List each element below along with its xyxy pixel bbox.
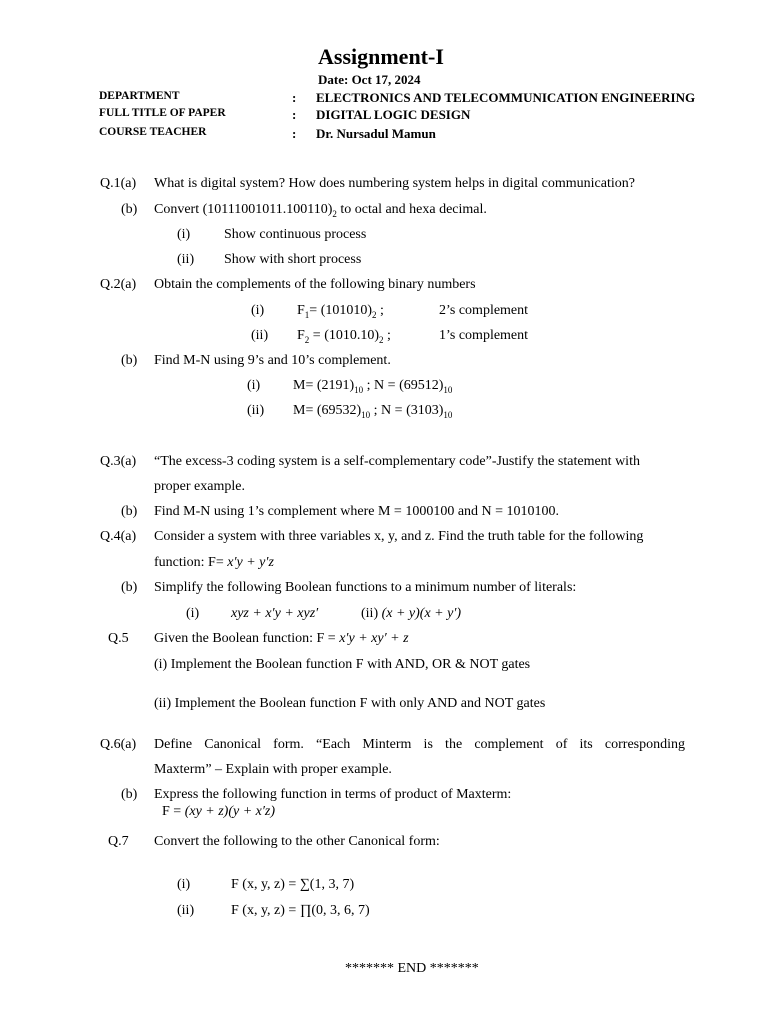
complement-type: 1’s complement — [439, 328, 529, 343]
boolean-expression: xyz + x′y + xyz′ — [231, 606, 319, 621]
sub-item-text: F (x, y, z) = ∑(1, 3, 7) — [231, 877, 355, 892]
sub-item-label: (i) — [177, 877, 191, 892]
question-text: Obtain the complements of the following binary numbers — [154, 277, 476, 292]
question-number: Q.7 — [108, 834, 129, 849]
question-text: Express the following function in terms of product of Maxterm: — [154, 787, 512, 802]
question-text: Find M-N using 1’s complement where M = 1000100 and N = 1010100. — [154, 504, 560, 519]
question-number: Q.4(a) — [100, 529, 137, 544]
question-text: Given the Boolean function: F = x′y + xy′ + z — [154, 631, 409, 646]
question-text: F = (xy + z)(y + x′z) — [162, 804, 276, 819]
sub-item-label: (i) — [251, 303, 265, 318]
sub-item-text: F (x, y, z) = ∏(0, 3, 6, 7) — [231, 903, 370, 918]
sub-item-text: (ii) (x + y)(x + y′) — [361, 606, 462, 621]
question-text: proper example. — [154, 479, 245, 494]
question-part-label: (b) — [121, 353, 138, 368]
sub-item-label: (ii) — [251, 328, 269, 343]
page-title: Assignment-I — [318, 44, 444, 69]
question-text: function: F= x′y + y′z — [154, 555, 274, 570]
sub-item-text: $M= (69532)_{10}$ ; $N = (3103)_{10}$ — [293, 403, 453, 420]
question-number: Q.5 — [108, 631, 129, 646]
sub-item-text: $M= (2191)_{10}$ ; $N = (69512)_{10}$ — [293, 378, 453, 395]
sub-item-label: (ii) — [177, 252, 195, 267]
header-colon: : — [292, 90, 297, 105]
question-text: What is digital system? How does numbering system helps in digital communication? — [154, 176, 635, 191]
header-label-teacher: COURSE TEACHER — [99, 126, 207, 138]
header-value-department: ELECTRONICS AND TELECOMMUNICATION ENGINEERING — [316, 90, 696, 105]
assignment-date: Date: Oct 17, 2024 — [318, 72, 421, 87]
question-text: Maxterm” – Explain with proper example. — [154, 762, 392, 777]
question-text: Consider a system with three variables x, y, and z. Find the truth table for the following — [154, 529, 644, 544]
question-text: Simplify the following Boolean functions to a minimum number of literals: — [154, 580, 577, 595]
boolean-expression: (x + y)(x + y′) — [381, 606, 462, 621]
question-part-label: (b) — [121, 504, 138, 519]
sub-item-text: Show continuous process — [224, 227, 367, 242]
question-part-label: (b) — [121, 202, 138, 217]
question-text: (i) Implement the Boolean function F with AND, OR & NOT gates — [154, 657, 531, 672]
question-text: Convert the following to the other Canonical form: — [154, 834, 440, 849]
complement-type: 2’s complement — [439, 303, 529, 318]
sub-item-label: (ii) — [177, 903, 195, 918]
header-colon: : — [292, 107, 297, 122]
boolean-expression: x′y + xy′ + z — [339, 631, 409, 646]
question-text: Convert $(10111001011.100110)_2$ to octal and hexa decimal. — [154, 202, 487, 219]
question-text: Define Canonical form. “Each Minterm is the complement of its corresponding — [154, 737, 685, 752]
canonical-expression: ∏(0, 3, 6, 7) — [299, 903, 370, 918]
canonical-expression: ∑(1, 3, 7) — [299, 877, 355, 892]
question-part-label: (b) — [121, 787, 138, 802]
question-number: Q.3(a) — [100, 454, 137, 469]
question-part-label: (b) — [121, 580, 138, 595]
sub-item-label: (i) — [186, 606, 200, 621]
header-label-paper: FULL TITLE OF PAPER — [99, 107, 226, 119]
end-marker: ******* END ******* — [345, 961, 479, 976]
boolean-expression: (xy + z)(y + x′z) — [184, 804, 276, 819]
question-text: Find M-N using 9’s and 10’s complement. — [154, 353, 391, 368]
header-colon: : — [292, 126, 297, 141]
sub-item-label: (i) — [247, 378, 261, 393]
boolean-expression: x′y + y′z — [227, 555, 274, 570]
question-number: Q.6(a) — [100, 737, 137, 752]
sub-item-text: $F_1= (101010)_2$ ; — [297, 303, 384, 320]
header-label-department: DEPARTMENT — [99, 90, 180, 102]
question-number: Q.2(a) — [100, 277, 137, 292]
question-text: “The excess-3 coding system is a self-complementary code”-Justify the statement with — [154, 454, 640, 469]
question-text: (ii) Implement the Boolean function F with only AND and NOT gates — [154, 696, 546, 711]
question-number: Q.1(a) — [100, 176, 137, 191]
sub-item-text: Show with short process — [224, 252, 362, 267]
sub-item-label: (i) — [177, 227, 191, 242]
sub-item-text: $F_2 = (1010.10)_2$ ; — [297, 328, 391, 345]
header-value-paper: DIGITAL LOGIC DESIGN — [316, 107, 471, 122]
sub-item-label: (ii) — [247, 403, 265, 418]
header-value-teacher: Dr. Nursadul Mamun — [316, 126, 436, 141]
